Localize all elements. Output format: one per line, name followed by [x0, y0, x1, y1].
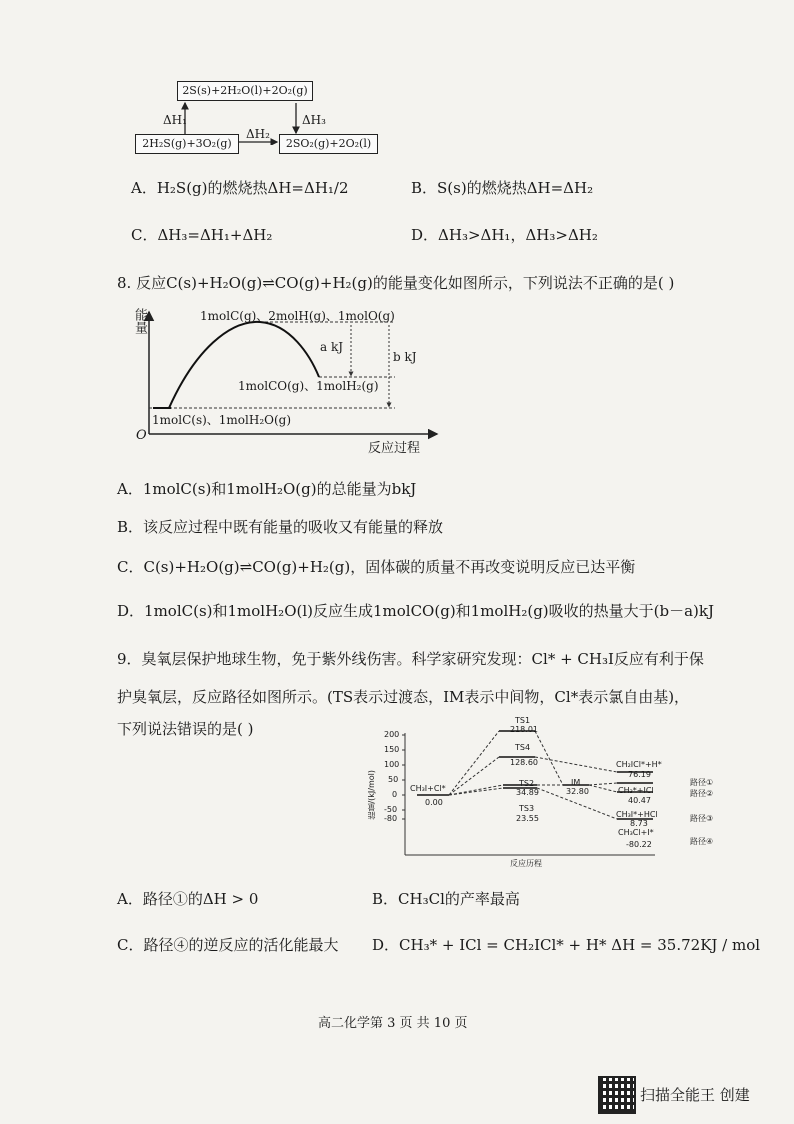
q7-option-c: C．ΔH₃=ΔH₁+ΔH₂	[131, 226, 273, 244]
q9-p3-val: 8.73	[630, 819, 648, 828]
q9-p1-val: 76.19	[628, 770, 651, 779]
q9-stem-line2: 护臭氧层，反应路径如图所示。(TS表示过渡态，IM表示中间物，Cl*表示氯自由基)，	[117, 688, 690, 706]
page-footer: 高二化学第 3 页 共 10 页	[318, 1016, 468, 1031]
q9-xlabel: 反应历程	[510, 859, 542, 868]
q9-ts4-label: TS4	[515, 743, 531, 752]
q9-p3-label: CH₃I*+HCl	[616, 810, 658, 819]
q7-option-a: A．H₂S(g)的燃烧热ΔH=ΔH₁/2	[131, 179, 349, 197]
q9-option-c: C．路径④的逆反应的活化能最大	[117, 936, 339, 954]
scanner-watermark: 扫描全能王 创建	[640, 1086, 750, 1104]
q9-ytick-neg80: -80	[384, 814, 398, 823]
q9-stem-line3: 下列说法错误的是( )	[117, 720, 254, 738]
q7-option-d: D．ΔH₃>ΔH₁，ΔH₃>ΔH₂	[411, 226, 598, 244]
q9-p4-val: -80.22	[626, 840, 652, 849]
q8-ylabel: 能量	[132, 308, 147, 334]
q8-reactant-label: 1molC(s)、1molH₂O(g)	[152, 413, 292, 427]
q9-p2-label: CH₃*+ICl	[618, 786, 654, 795]
q8-option-b: B．该反应过程中既有能量的吸收又有能量的释放	[117, 518, 444, 536]
q8-option-a: A．1molC(s)和1molH₂O(g)的总能量为bkJ	[117, 480, 417, 498]
q8-b-label: b kJ	[393, 350, 417, 364]
q9-p4-label: CH₃Cl+I*	[618, 828, 654, 837]
hess-right-box: 2SO₂(g)+2O₂(l)	[279, 134, 378, 154]
q9-ts2-label: TS2	[519, 779, 535, 788]
q9-ytick-0: 0	[392, 790, 398, 799]
q9-stem-line1: 9．臭氧层保护地球生物，免于紫外线伤害。科学家研究发现：Cl* + CH₃I反应有利于保	[117, 650, 704, 668]
q9-ylabel: 能量/(kJ/mol)	[367, 770, 376, 820]
hess-dh2: ΔH₂	[246, 127, 270, 141]
q9-ts2-val: 34.89	[516, 788, 539, 797]
q9-path2-label: 路径②	[690, 789, 714, 798]
q9-p2-val: 40.47	[628, 796, 651, 805]
q8-option-c: C．C(s)+H₂O(g)⇌CO(g)+H₂(g)，固体碳的质量不再改变说明反应已达平衡	[117, 558, 636, 576]
q9-start-label: CH₃I+Cl*	[410, 784, 446, 793]
q9-path4-label: 路径④	[690, 837, 714, 846]
q8-stem: 8. 反应C(s)+H₂O(g)⇌CO(g)+H₂(g)的能量变化如图所示，下列说法不正确的是( )	[117, 274, 675, 292]
q9-im-label: IM	[571, 778, 581, 787]
q9-p1-label: CH₂ICl*+H*	[616, 760, 662, 769]
qr-code-icon	[598, 1076, 636, 1114]
q9-reaction-diagram	[365, 715, 710, 880]
q9-ts4-val: 128.60	[510, 758, 538, 767]
q9-im-val: 32.80	[566, 787, 589, 796]
q9-ts1-val: 218.01	[510, 725, 538, 734]
hess-left-box: 2H₂S(g)+3O₂(g)	[135, 134, 239, 154]
q9-ts3-label: TS3	[519, 804, 535, 813]
q9-ytick-neg50: -50	[384, 805, 398, 814]
q7-option-b: B．S(s)的燃烧热ΔH=ΔH₂	[411, 179, 594, 197]
q9-option-b: B．CH₃Cl的产率最高	[372, 890, 520, 908]
hess-dh1: ΔH₁	[163, 113, 187, 127]
q9-option-d: D．CH₃* + ICl = CH₂ICl* + H* ΔH = 35.72KJ / mol	[372, 936, 761, 954]
q9-ytick-150: 150	[384, 745, 400, 754]
q8-a-label: a kJ	[320, 340, 344, 354]
q9-ytick-200: 200	[384, 730, 400, 739]
q9-start-val: 0.00	[425, 798, 443, 807]
q8-origin: O	[136, 428, 147, 443]
hess-top-box: 2S(s)+2H₂O(l)+2O₂(g)	[177, 81, 313, 101]
q8-option-d: D．1molC(s)和1molH₂O(l)反应生成1molCO(g)和1molH₂(g)吸收的热量大于(b－a)kJ	[117, 602, 715, 620]
hess-dh3: ΔH₃	[302, 113, 326, 127]
q8-peak-label: 1molC(g)、2molH(g)、1molO(g)	[200, 309, 395, 323]
q9-option-a: A．路径①的ΔH > 0	[117, 890, 259, 908]
q8-xlabel: 反应过程	[368, 441, 421, 456]
q8-product-label: 1molCO(g)、1molH₂(g)	[238, 379, 379, 393]
q9-path1-label: 路径①	[690, 778, 714, 787]
q9-ts1-label: TS1	[515, 716, 531, 725]
q9-ytick-100: 100	[384, 760, 400, 769]
q9-path3-label: 路径③	[690, 814, 714, 823]
q9-ytick-50: 50	[388, 775, 399, 784]
q9-ts3-val: 23.55	[516, 814, 539, 823]
